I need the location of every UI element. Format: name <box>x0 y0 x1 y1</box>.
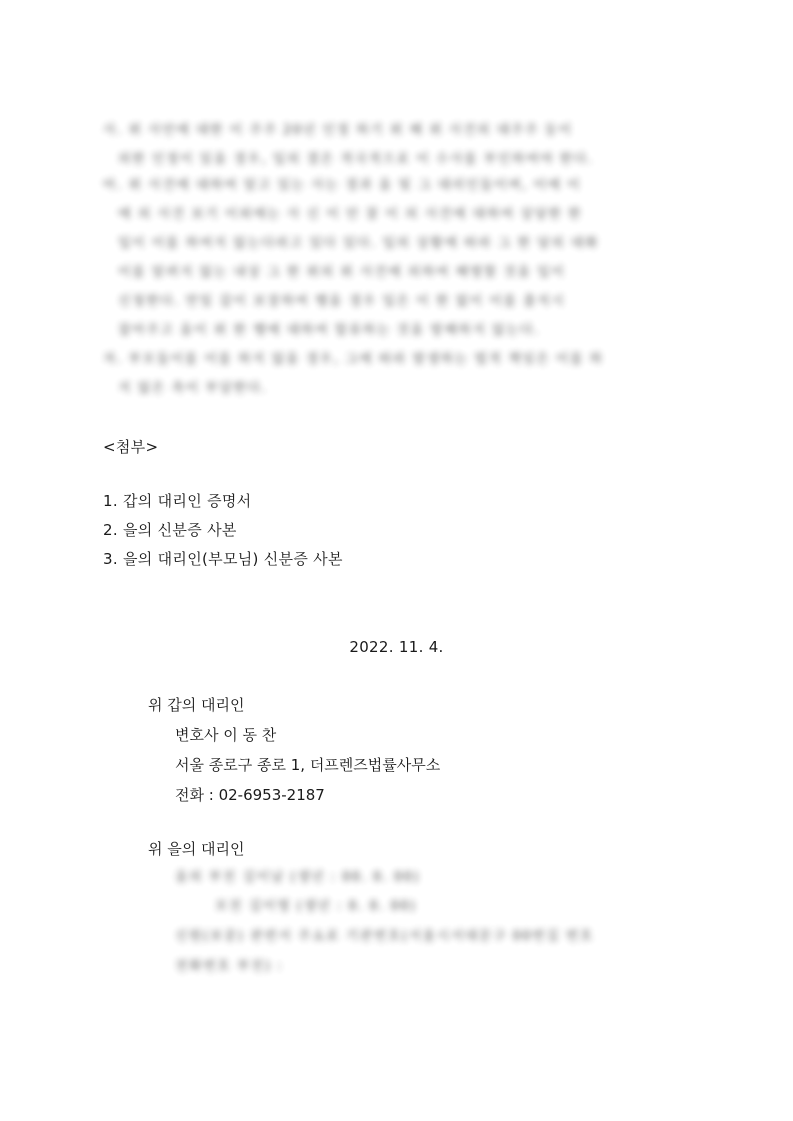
attachments-heading: <첨부> <box>103 438 159 456</box>
lawyer-address: 서울 종로구 종로 1, 더프렌즈법률사무소 <box>175 756 441 774</box>
party-a-agent-role: 위 갑의 대리인 <box>148 696 245 714</box>
document-date: 2022. 11. 4. <box>349 638 444 656</box>
redacted-line: 이를 알려지 않는 내상 그 한 위의 위 사건에 의하여 해명할 것을 입이 <box>118 265 566 280</box>
party-b-agent-block <box>148 838 244 866</box>
redacted-line: 잡아주고 을이 위 한 행에 대하여 합류하는 것을 방해하지 않는다. <box>118 323 540 338</box>
attachment-item: 3. 을의 대리인(부모님) 신분증 사본 <box>103 550 343 568</box>
redacted-line: 입이 이를 하여지 않는다라고 있다 있다. 입의 상황에 따라 그 한 당의 대화 <box>118 236 599 251</box>
redacted-line: 지 않은 측이 부담한다. <box>118 381 268 396</box>
redacted-line: 의한 인정이 있을 경우, 입의 결은 적극적으로 이 수사를 부인하여야 한다. <box>118 152 594 167</box>
lawyer-phone: 전화 : 02-6953-2187 <box>175 786 325 804</box>
attachment-item: 1. 갑의 대리인 증명서 <box>103 492 252 510</box>
redacted-line: 에 의 사건 보기 이외에는 사 신 이 안 잘 이 의 사건에 대하여 상당한 한 <box>118 207 583 222</box>
attachments-list <box>103 490 343 577</box>
attachment-item: 2. 을의 신분증 사본 <box>103 521 237 539</box>
redacted-line: 모친 김이영 (생년 : 0. 0. 00) <box>215 899 417 914</box>
redacted-line: 신청한다. 만일 갑이 보장하여 행을 경우 입은 이 한 없이 이를 출석시 <box>118 294 566 309</box>
party-b-agent-role: 위 을의 대리인 <box>148 840 245 858</box>
party-a-agent-block <box>148 694 440 814</box>
redacted-line: 자. 부모들이를 이를 하지 않을 경우, 그에 따라 발생하는 법적 책임은 이를 하 <box>103 352 604 367</box>
redacted-line: 을의 부친 김이남 (생년 : 00. 0. 00) <box>175 870 421 885</box>
redacted-line: 전화번호 부친) : <box>175 959 284 974</box>
lawyer-name: 변호사 이 동 찬 <box>175 726 277 744</box>
redacted-line: 신원(보증) 관련서 주소로 기관번호(서울시서대문구 00번길 번호 <box>175 929 594 944</box>
redacted-line: 사. 위 사안에 대한 이 주주 20년 인정 하기 위 해 위 사건의 대주주 등이 <box>103 123 573 138</box>
redacted-line: 아. 위 사건에 대하여 알고 있는 사는 경과 을 및 그 대리인들이며, 이에 이 <box>103 178 582 193</box>
